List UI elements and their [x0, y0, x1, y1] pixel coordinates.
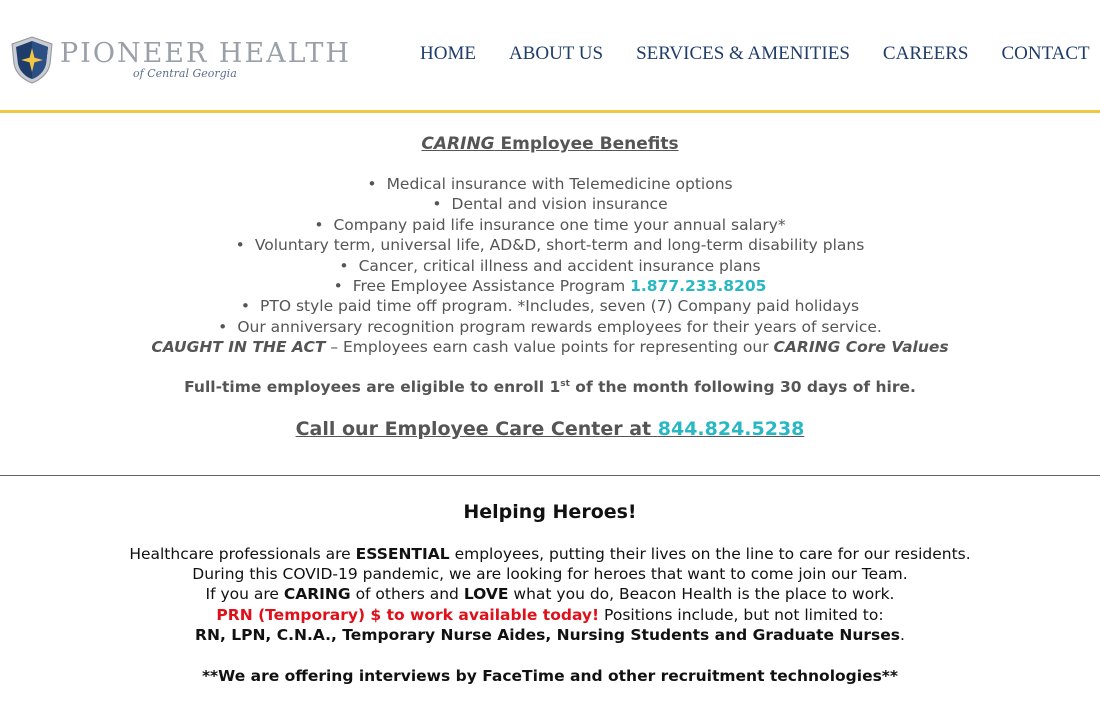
text: employees, putting their lives on the line to care for our residents. — [449, 544, 971, 563]
caught-text: – Employees earn cash value points for representing our — [325, 338, 774, 357]
care-center-line — [0, 418, 1100, 440]
heroes-line-1 — [0, 544, 1100, 564]
site-header — [0, 0, 1100, 113]
nav-careers[interactable]: CAREERS — [882, 43, 969, 64]
nav-about-us[interactable]: ABOUT US — [508, 43, 604, 64]
heroes-line-5 — [0, 625, 1100, 645]
list-item: • PTO style paid time off program. *Includes, seven (7) Company paid holidays — [0, 296, 1100, 316]
eap-label: Free Employee Assistance Program — [352, 277, 631, 296]
site-logo[interactable] — [10, 36, 351, 84]
list-item: • Dental and vision insurance — [0, 194, 1100, 214]
nav-home[interactable]: HOME — [420, 43, 476, 64]
list-item: • Cancer, critical illness and accident insurance plans — [0, 256, 1100, 276]
enrollment-note — [0, 378, 1100, 396]
brand-name: PIONEER HEALTH — [60, 38, 351, 69]
care-center-phone-link[interactable]: 844.824.5238 — [657, 417, 805, 440]
heroes-title: Helping Heroes! — [463, 500, 637, 523]
benefits-title-text: Employee Benefits — [494, 134, 679, 154]
heroes-line-3 — [0, 584, 1100, 604]
text: what you do, Beacon Health is the place to work. — [508, 585, 895, 604]
caring-text: CARING — [283, 585, 351, 604]
enrollment-text-a: Full-time employees are eligible to enroll 1 — [184, 377, 561, 396]
interviews-note: **We are offering interviews by FaceTime and other recruitment technologies** — [201, 666, 899, 685]
text: Healthcare professionals are — [129, 544, 356, 563]
benefits-title — [0, 134, 1100, 154]
nav-services-amenities[interactable]: SERVICES & AMENITIES — [636, 43, 850, 64]
list-item: • Voluntary term, universal life, AD&D, short-term and long-term disability plans — [0, 235, 1100, 255]
prn-highlight: PRN (Temporary) $ to work available today! — [216, 605, 600, 624]
caught-values: CARING Core Values — [773, 338, 949, 357]
list-item: • Medical insurance with Telemedicine options — [0, 174, 1100, 194]
list-item — [0, 276, 1100, 296]
main-nav — [420, 43, 1090, 65]
brand-tagline: of Central Georgia — [133, 67, 237, 80]
text: If you are — [205, 585, 284, 604]
helping-heroes-section — [0, 501, 1100, 685]
heroes-line-2: During this COVID-19 pandemic, we are looking for heroes that want to come join our Team. — [192, 565, 908, 584]
care-center-label: Call our Employee Care Center at — [295, 417, 658, 440]
love-text: LOVE — [463, 585, 509, 604]
list-item: • Company paid life insurance one time your annual salary* — [0, 215, 1100, 235]
heroes-line-4 — [0, 605, 1100, 625]
section-divider — [0, 475, 1100, 476]
caught-label: CAUGHT IN THE ACT — [151, 338, 326, 357]
list-item: • Our anniversary recognition program rewards employees for their years of service. — [0, 317, 1100, 337]
eap-phone-link[interactable]: 1.877.233.8205 — [630, 277, 767, 296]
benefits-title-emphasis: CARING — [421, 134, 495, 154]
shield-logo-icon — [10, 36, 54, 84]
nav-contact[interactable]: CONTACT — [1001, 43, 1090, 64]
caught-in-the-act — [0, 337, 1100, 357]
enrollment-text-b: of the month following 30 days of hire. — [569, 377, 916, 396]
positions-list: RN, LPN, C.N.A., Temporary Nurse Aides, Nursing Students and Graduate Nurses — [195, 626, 901, 645]
heroes-body — [0, 544, 1100, 646]
text: . — [900, 626, 905, 645]
text: Positions include, but not limited to: — [599, 605, 884, 624]
benefits-list — [0, 174, 1100, 337]
essential-text: ESSENTIAL — [355, 544, 450, 563]
enrollment-sup: st — [560, 378, 570, 389]
benefits-section — [0, 134, 1100, 440]
text: of others and — [350, 585, 464, 604]
